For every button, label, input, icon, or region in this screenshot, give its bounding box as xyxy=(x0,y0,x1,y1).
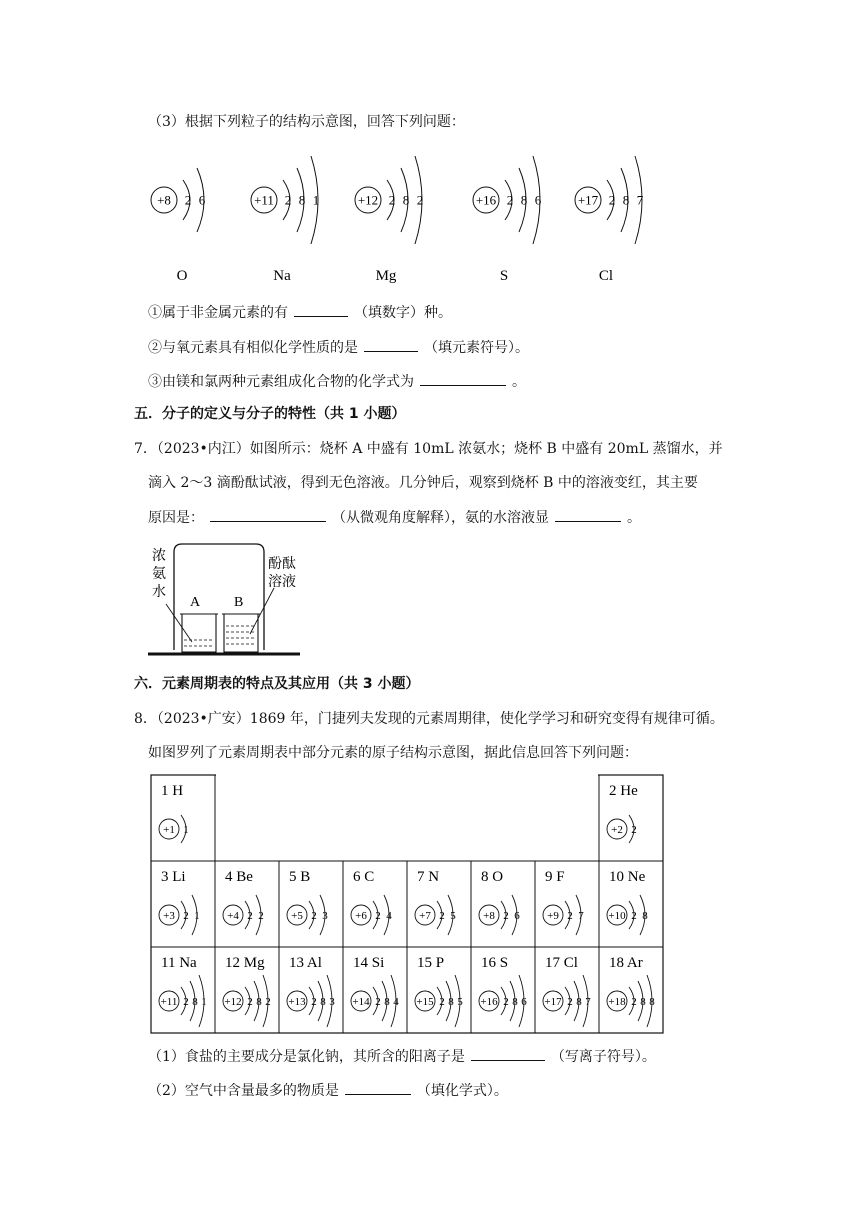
atom-diagram xyxy=(575,156,644,244)
nuclear-charge: +15 xyxy=(416,995,434,1008)
electron-count: 2 xyxy=(631,823,637,836)
q7-line3-prefix: 原因是： xyxy=(148,510,204,526)
q8-sub1-text: （1）食盐的主要成分是氯化钠，其所含的阳离子是 xyxy=(148,1049,465,1065)
answer-blank[interactable] xyxy=(420,371,506,386)
q7-line3-mid: （从微观角度解释），氨的水溶液显 xyxy=(332,510,549,526)
electron-count: 7 xyxy=(636,192,644,208)
electron-count: 1 xyxy=(183,823,189,836)
ammonia-label-2: 氨 xyxy=(152,567,166,582)
nuclear-charge: +3 xyxy=(163,909,175,922)
element-symbol: Cl xyxy=(598,268,614,284)
electron-count: 2 xyxy=(439,909,445,922)
atom-diagram xyxy=(159,895,200,935)
nuclear-charge: +1 xyxy=(163,823,175,836)
electron-count: 7 xyxy=(585,995,591,1008)
electron-count: 1 xyxy=(194,909,200,922)
electron-count: 8 xyxy=(649,995,655,1008)
atom-diagram xyxy=(473,156,542,244)
electron-count: 8 xyxy=(448,995,454,1008)
atom-diagram xyxy=(159,815,189,843)
nuclear-charge: +9 xyxy=(547,909,559,922)
element-label: 8 O xyxy=(481,869,504,885)
electron-count: 2 xyxy=(375,909,381,922)
element-label: 15 P xyxy=(417,955,445,971)
answer-blank[interactable] xyxy=(294,302,348,317)
atom-diagram xyxy=(351,975,399,1027)
electron-count: 2 xyxy=(608,192,616,208)
q7-line1: 7．（2023•内江）如图所示：烧杯 A 中盛有 10mL 浓氨水；烧杯 B 中盛有 20mL 蒸馏水，并 xyxy=(134,441,723,457)
element-label: 10 Ne xyxy=(609,869,646,885)
element-label: 14 Si xyxy=(353,955,385,971)
element-label: 11 Na xyxy=(161,955,197,971)
atom-diagram xyxy=(223,975,271,1027)
electron-count: 3 xyxy=(322,909,328,922)
q3-sub3 xyxy=(148,371,526,392)
electron-count: 7 xyxy=(578,909,584,922)
atom-diagram xyxy=(543,895,584,935)
answer-blank[interactable] xyxy=(210,507,326,522)
element-label: 1 H xyxy=(161,783,184,799)
atom-diagram xyxy=(287,975,335,1027)
electron-count: 8 xyxy=(402,192,410,208)
electron-count: 6 xyxy=(514,909,520,922)
empty-region xyxy=(216,774,598,860)
electron-count: 2 xyxy=(506,192,514,208)
electron-count: 2 xyxy=(567,909,573,922)
section-heading: 五．分子的定义与分子的特性（共 1 小题） xyxy=(134,406,406,422)
q3-sub2-text: ②与氧元素具有相似化学性质的是 xyxy=(148,340,358,356)
electron-count: 2 xyxy=(503,909,509,922)
nuclear-charge: +17 xyxy=(544,995,562,1008)
electron-count: 8 xyxy=(512,995,518,1008)
nuclear-charge: +14 xyxy=(352,995,370,1008)
electron-count: 8 xyxy=(298,192,306,208)
element-label: 2 He xyxy=(609,783,638,799)
atom-diagram xyxy=(479,975,527,1027)
answer-blank[interactable] xyxy=(471,1046,545,1061)
electron-count: 2 xyxy=(247,995,253,1008)
element-label: 4 Be xyxy=(225,869,253,885)
q3-sub1 xyxy=(148,302,452,323)
q3-intro: （3）根据下列粒子的结构示意图，回答下列问题： xyxy=(148,114,465,130)
electron-count: 4 xyxy=(386,909,392,922)
atom-diagram xyxy=(415,975,463,1027)
nuclear-charge: +7 xyxy=(419,909,431,922)
q8-sub1 xyxy=(148,1046,656,1067)
nuclear-charge: +11 xyxy=(254,192,274,208)
electron-count: 2 xyxy=(184,192,192,208)
q3-sub3-suffix: 。 xyxy=(512,374,526,390)
atom-diagram xyxy=(607,895,648,935)
electron-count: 2 xyxy=(375,995,381,1008)
electron-count: 1 xyxy=(201,995,207,1008)
nuclear-charge: +17 xyxy=(577,192,599,208)
atom-diagram xyxy=(479,895,520,935)
electron-count: 2 xyxy=(416,192,424,208)
nuclear-charge: +8 xyxy=(483,909,495,922)
nuclear-charge: +12 xyxy=(224,995,242,1008)
periodic-table xyxy=(150,774,666,1034)
nuclear-charge: +5 xyxy=(291,909,303,922)
element-label: 6 C xyxy=(353,869,375,885)
electron-count: 6 xyxy=(521,995,527,1008)
electron-count: 3 xyxy=(329,995,335,1008)
electron-count: 2 xyxy=(265,995,271,1008)
nuclear-charge: +6 xyxy=(355,909,367,922)
electron-count: 2 xyxy=(631,909,637,922)
electron-count: 8 xyxy=(640,995,646,1008)
atom-diagram xyxy=(607,975,655,1027)
electron-count: 2 xyxy=(567,995,573,1008)
electron-count: 2 xyxy=(631,995,637,1008)
beaker-figure xyxy=(144,538,304,662)
nuclear-charge: +10 xyxy=(608,909,626,922)
element-label: 7 N xyxy=(417,869,440,885)
element-label: 18 Ar xyxy=(609,955,643,971)
section-heading: 六．元素周期表的特点及其应用（共 3 小题） xyxy=(134,676,420,692)
nuclear-charge: +12 xyxy=(357,192,379,208)
element-label: 3 Li xyxy=(161,869,186,885)
nuclear-charge: +16 xyxy=(480,995,498,1008)
element-label: 12 Mg xyxy=(225,955,265,971)
electron-count: 8 xyxy=(520,192,528,208)
electron-count: 2 xyxy=(388,192,396,208)
electron-count: 2 xyxy=(183,995,189,1008)
atom-diagram xyxy=(159,975,207,1027)
nuclear-charge: +4 xyxy=(227,909,239,922)
nuclear-charge: +8 xyxy=(157,192,171,208)
electron-count: 8 xyxy=(256,995,262,1008)
electron-count: 6 xyxy=(534,192,542,208)
q7-line3-suffix: 。 xyxy=(627,510,641,526)
q8-sub2-suffix: （填化学式）。 xyxy=(416,1083,508,1099)
nuclear-charge: +16 xyxy=(475,192,497,208)
electron-count: 2 xyxy=(503,995,509,1008)
element-label: 9 F xyxy=(545,869,565,885)
q3-sub1-suffix: （填数字）种。 xyxy=(354,305,452,321)
electron-count: 4 xyxy=(393,995,399,1008)
electron-count: 2 xyxy=(311,995,317,1008)
element-label: 16 S xyxy=(481,955,509,971)
q8-sub1-suffix: （写离子符号）。 xyxy=(550,1049,656,1065)
answer-blank[interactable] xyxy=(555,507,621,522)
nuclear-charge: +2 xyxy=(611,823,623,836)
atom-diagram xyxy=(415,895,456,935)
electron-count: 2 xyxy=(311,909,317,922)
particle-diagrams xyxy=(140,140,680,290)
atom-diagram xyxy=(607,815,637,843)
electron-count: 8 xyxy=(384,995,390,1008)
q8-sub2-text: （2）空气中含量最多的物质是 xyxy=(148,1083,339,1099)
atom-diagram xyxy=(151,168,206,232)
atom-diagram xyxy=(223,895,264,935)
atom-diagram xyxy=(543,975,591,1027)
electron-count: 5 xyxy=(457,995,463,1008)
electron-count: 2 xyxy=(284,192,292,208)
ammonia-label-1: 浓 xyxy=(152,549,166,564)
element-symbol: O xyxy=(176,268,188,284)
q3-sub2 xyxy=(148,337,529,358)
q8-sub2 xyxy=(148,1080,508,1101)
electron-count: 2 xyxy=(258,909,264,922)
electron-count: 8 xyxy=(576,995,582,1008)
q3-sub1-text: ①属于非金属元素的有 xyxy=(148,305,288,321)
electron-count: 8 xyxy=(320,995,326,1008)
element-symbol: S xyxy=(499,268,509,284)
nuclear-charge: +18 xyxy=(608,995,626,1008)
phenolphthalein-label-2: 溶液 xyxy=(268,575,296,590)
nuclear-charge: +13 xyxy=(288,995,306,1008)
beaker-b-label: B xyxy=(234,595,244,610)
electron-count: 2 xyxy=(183,909,189,922)
answer-blank[interactable] xyxy=(364,337,418,352)
electron-count: 2 xyxy=(439,995,445,1008)
q3-sub3-text: ③由镁和氯两种元素组成化合物的化学式为 xyxy=(148,374,414,390)
answer-blank[interactable] xyxy=(345,1080,411,1095)
electron-count: 6 xyxy=(198,192,206,208)
ammonia-label-3: 水 xyxy=(152,585,166,600)
electron-count: 2 xyxy=(247,909,253,922)
atom-diagram xyxy=(287,895,328,935)
q7-line2: 滴入 2～3 滴酚酞试液，得到无色溶液。几分钟后，观察到烧杯 B 中的溶液变红，其主要 xyxy=(148,475,698,491)
electron-count: 8 xyxy=(622,192,630,208)
electron-count: 1 xyxy=(312,192,320,208)
q8-line2: 如图罗列了元素周期表中部分元素的原子结构示意图，据此信息回答下列问题： xyxy=(148,745,638,761)
electron-count: 5 xyxy=(450,909,456,922)
element-symbol: Mg xyxy=(375,268,397,284)
q7-line3 xyxy=(148,507,641,528)
atom-diagram xyxy=(251,156,319,244)
element-label: 17 Cl xyxy=(545,955,578,971)
atom-diagram xyxy=(355,156,423,244)
q8-line1: 8．（2023•广安）1869 年，门捷列夫发现的元素周期律，使化学学习和研究变得有规律可循。 xyxy=(134,711,724,727)
element-symbol: Na xyxy=(273,268,291,284)
beaker-a-label: A xyxy=(190,595,201,610)
nuclear-charge: +11 xyxy=(160,995,178,1008)
element-label: 13 Al xyxy=(289,955,322,971)
electron-count: 8 xyxy=(192,995,198,1008)
phenolphthalein-label-1: 酚酞 xyxy=(268,557,296,572)
electron-count: 8 xyxy=(642,909,648,922)
q3-sub2-suffix: （填元素符号）。 xyxy=(424,340,529,356)
element-label: 5 B xyxy=(289,869,311,885)
atom-diagram xyxy=(351,895,392,935)
